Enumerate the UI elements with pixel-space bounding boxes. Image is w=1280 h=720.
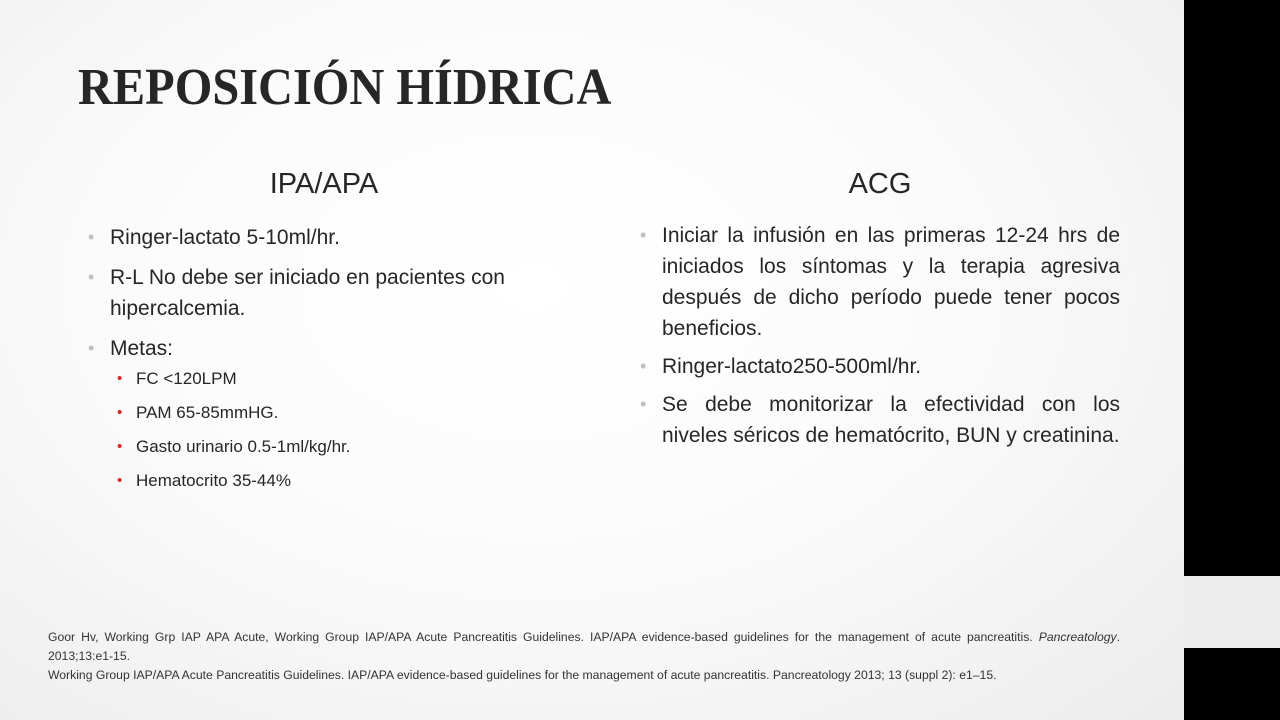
- list-item: • Ringer-lactato250-500ml/hr.: [640, 351, 1120, 382]
- sub-list-item: • PAM 65-85mmHG.: [114, 402, 568, 424]
- left-column-list: [88, 222, 568, 504]
- reference-2: Working Group IAP/APA Acute Pancreatitis Guidelines. IAP/APA evidence-based guidelines for the management of acute pancreatitis. Pancreatology 2013; 13 (suppl 2): e1–15.: [48, 668, 997, 682]
- sidebar-light-block: [1184, 576, 1280, 648]
- list-item: • Ringer-lactato 5-10ml/hr.: [88, 222, 568, 253]
- list-item-label: Metas:: [110, 337, 174, 360]
- reference-1-tail: . 2013;13:e1-15.: [48, 630, 1120, 663]
- list-item: • Se debe monitorizar la efectividad con los niveles séricos de hematócrito, BUN y creatinina.: [640, 389, 1120, 451]
- sub-list: [114, 368, 568, 492]
- sidebar-dark-block: [1184, 0, 1280, 576]
- right-column-heading: ACG: [848, 168, 912, 200]
- slide-title: REPOSICIÓN HÍDRICA: [78, 59, 612, 116]
- list-item: • Iniciar la infusión en las primeras 12-24 hrs de iniciados los síntomas y la terapia agresiva después de dicho período puede tener pocos beneficios.: [640, 220, 1120, 344]
- reference-1: [48, 628, 1120, 666]
- reference-1-journal: Pancreatology: [1038, 630, 1117, 644]
- sub-list-item: • Hematocrito 35-44%: [114, 470, 568, 492]
- references: [48, 628, 1120, 685]
- reference-1-text: Goor Hv, Working Grp IAP APA Acute, Working Group IAP/APA Acute Pancreatitis Guidelines. IAP/APA evidence-based guidelines for the management of acute pancreatitis.: [48, 630, 1039, 644]
- left-column-heading: IPA/APA: [269, 168, 379, 200]
- list-item-metas: [88, 333, 568, 492]
- right-column-list: [640, 220, 1120, 458]
- list-item: • R-L No debe ser iniciado en pacientes con hipercalcemia.: [88, 262, 568, 324]
- sidebar-dark-block-bottom: [1184, 648, 1280, 720]
- sub-list-item: • Gasto urinario 0.5-1ml/kg/hr.: [114, 436, 568, 458]
- sub-list-item: • FC <120LPM: [114, 368, 568, 390]
